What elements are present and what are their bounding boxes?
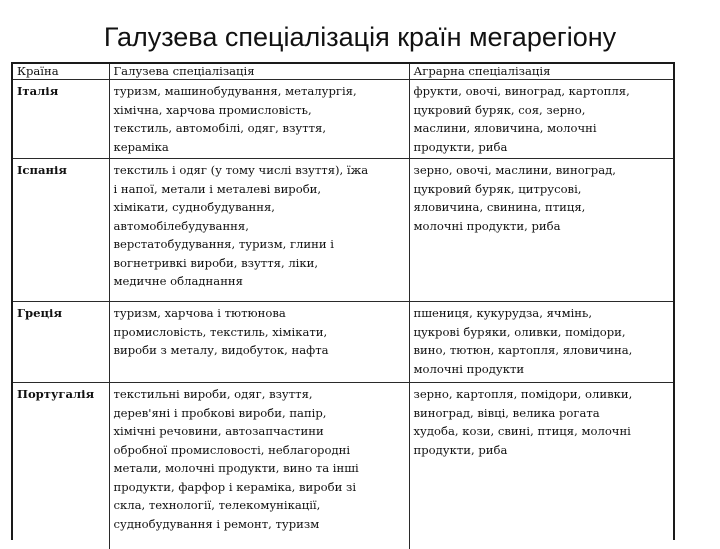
cell-line: текстиль, автомобілі, одяг, взуття, — [114, 119, 406, 138]
country-cell: Італія — [13, 80, 109, 159]
cell-line: продукти, риба — [414, 441, 671, 460]
cell-line: хімічна, харчова промисловість, — [114, 101, 406, 120]
cell-line: виноград, вівці, велика рогата — [414, 404, 671, 423]
cell-line: метали, молочні продукти, вино та інші — [114, 459, 406, 478]
cell-line: продукти, риба — [414, 138, 671, 157]
cell-line: пшениця, кукурудза, ячмінь, — [414, 304, 671, 323]
cell-line: вино, тютюн, картопля, яловичина, — [414, 341, 671, 360]
cell-line: хімічні речовини, автозапчастини — [114, 422, 406, 441]
column-header-sectoral: Галузева спеціалізація — [109, 64, 409, 80]
cell-line: вироби з металу, видобуток, нафта — [114, 341, 406, 360]
cell-line: худоба, кози, свині, птиця, молочні — [414, 422, 671, 441]
cell-line: зерно, овочі, маслини, виноград, — [414, 161, 671, 180]
cell-line: дерев'яні і пробкові вироби, папір, — [114, 404, 406, 423]
sectoral-cell — [109, 302, 409, 383]
table-row-greece — [13, 302, 673, 383]
table-row-italy — [13, 80, 673, 159]
cell-line: яловичина, свинина, птиця, — [414, 198, 671, 217]
cell-line: промисловість, текстиль, хімікати, — [114, 323, 406, 342]
cell-line: текстильні вироби, одяг, взуття, — [114, 385, 406, 404]
country-cell: Португалія — [13, 383, 109, 549]
cell-line: автомобілебудування, — [114, 217, 406, 236]
agrarian-cell — [409, 80, 673, 159]
sectoral-cell — [109, 159, 409, 302]
cell-line: туризм, машинобудування, металургія, — [114, 82, 406, 101]
cell-line: цукровий буряк, цитрусові, — [414, 180, 671, 199]
table-row-spain — [13, 159, 673, 302]
cell-line: вогнетривкі вироби, взуття, ліки, — [114, 254, 406, 273]
cell-line: обробної промисловості, неблагородні — [114, 441, 406, 460]
sectoral-cell — [109, 383, 409, 549]
country-cell: Греція — [13, 302, 109, 383]
cell-line: і напої, метали і металеві вироби, — [114, 180, 406, 199]
cell-line: зерно, картопля, помідори, оливки, — [414, 385, 671, 404]
cell-line: фрукти, овочі, виноград, картопля, — [414, 82, 671, 101]
column-header-country: Країна — [13, 64, 109, 80]
cell-line: маслини, яловичина, молочні — [414, 119, 671, 138]
table-header-row — [13, 64, 673, 80]
cell-line: суднобудування і ремонт, туризм — [114, 515, 406, 534]
cell-line: продукти, фарфор і кераміка, вироби зі — [114, 478, 406, 497]
cell-line: молочні продукти — [414, 360, 671, 379]
cell-line: цукрові буряки, оливки, помідори, — [414, 323, 671, 342]
cell-line: туризм, харчова і тютюнова — [114, 304, 406, 323]
cell-line: верстатобудування, туризм, глини і — [114, 235, 406, 254]
cell-line: хімікати, суднобудування, — [114, 198, 406, 217]
sectoral-cell — [109, 80, 409, 159]
cell-line: молочні продукти, риба — [414, 217, 671, 236]
specialization-table-frame — [11, 62, 675, 540]
slide-title: Галузева спеціалізація країн мегарегіону — [0, 20, 720, 54]
agrarian-cell — [409, 302, 673, 383]
cell-line: цукровий буряк, соя, зерно, — [414, 101, 671, 120]
agrarian-cell — [409, 383, 673, 549]
agrarian-cell — [409, 159, 673, 302]
table-row-portugal — [13, 383, 673, 549]
cell-line: кераміка — [114, 138, 406, 157]
cell-line: скла, технології, телекомунікації, — [114, 496, 406, 515]
column-header-agrarian: Аграрна спеціалізація — [409, 64, 673, 80]
cell-line: текстиль і одяг (у тому числі взуття), їжа — [114, 161, 406, 180]
country-cell: Іспанія — [13, 159, 109, 302]
specialization-table — [13, 64, 673, 549]
cell-line: медичне обладнання — [114, 272, 406, 291]
